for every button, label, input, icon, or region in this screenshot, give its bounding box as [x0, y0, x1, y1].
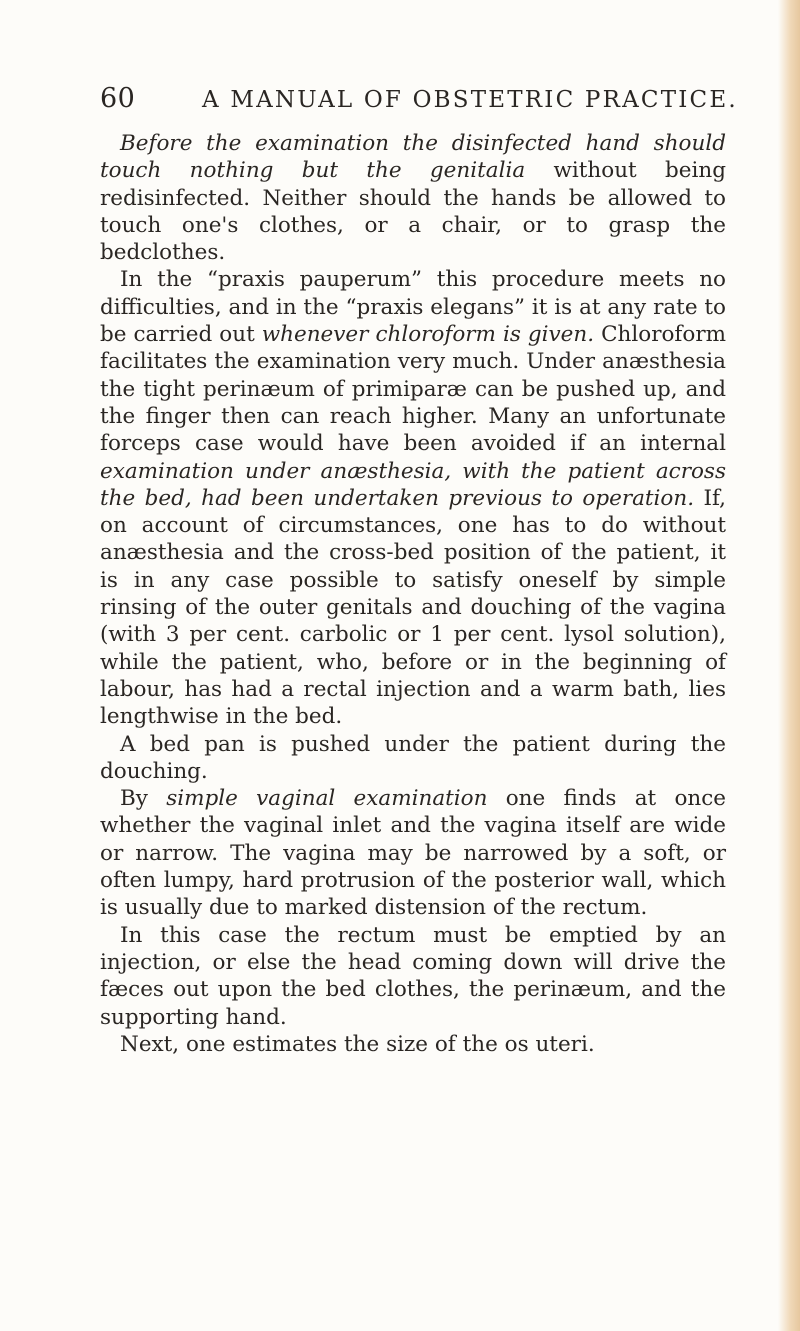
page-header	[0, 84, 800, 124]
text-segment: If, on account of circumstances, one has to do without anæsthesia and the cross-bed position of the patient, it is in any case possible to satisfy oneself by simple rinsing of the outer genitals and douching of the vagina (with 3 per cent. carbolic or 1 per cent. lysol solution), while the patient, who, before or in the beginning of labour, has had a rectal injection and a warm bath, lies lengthwise in the bed.	[100, 485, 726, 730]
text-segment: without being redisinfected. Neither should the hands be allowed to touch one's clothes, or a chair, or to grasp the bedclothes.	[100, 158, 726, 266]
paragraph	[100, 731, 726, 786]
page-number: 60	[100, 83, 136, 114]
paragraph	[100, 785, 726, 921]
running-title: A MANUAL OF OBSTETRIC PRACTICE.	[202, 87, 738, 113]
italic-text: examination under anæsthesia, with the patient across the bed, had been undertaken previous to operation.	[100, 458, 726, 511]
italic-text: whenever chloroform is given.	[261, 322, 595, 348]
text-segment: Next, one estimates the size of the os uteri.	[120, 1031, 595, 1057]
text-segment: one finds at once whether the vaginal inlet and the vagina itself are wide or narrow. The vagina may be narrowed by a soft, or often lumpy, hard protrusion of the posterior wall, which is usually due to marked distension of the rectum.	[100, 786, 726, 921]
text-segment: By	[120, 786, 167, 812]
text-segment: A bed pan is pushed under the patient during the douching.	[100, 731, 726, 784]
text-segment: Chloroform facilitates the examination very much. Under anæsthesia the tight perinæum of primiparæ can be pushed up, and the finger then can reach higher. Many an unfortunate forceps case would have been avoided if an internal	[100, 322, 726, 457]
paragraph	[100, 266, 726, 730]
italic-text: simple vaginal examination	[166, 786, 488, 812]
paragraph	[100, 1031, 726, 1058]
paragraph	[100, 922, 726, 1031]
page-edge	[778, 0, 800, 1331]
paragraph	[100, 130, 726, 266]
text-segment: In the “praxis pauperum” this procedure meets no difficulties, and in the “praxis elegans” it is at any rate to be carried out	[100, 267, 726, 348]
body-text	[100, 130, 726, 1058]
italic-text: Before the examination the disinfected hand should touch nothing but the genitalia	[100, 131, 726, 184]
text-segment: In this case the rectum must be emptied by an injection, or else the head coming down will drive the fæces out upon the bed clothes, the perinæum, and the supporting hand.	[100, 922, 726, 1030]
